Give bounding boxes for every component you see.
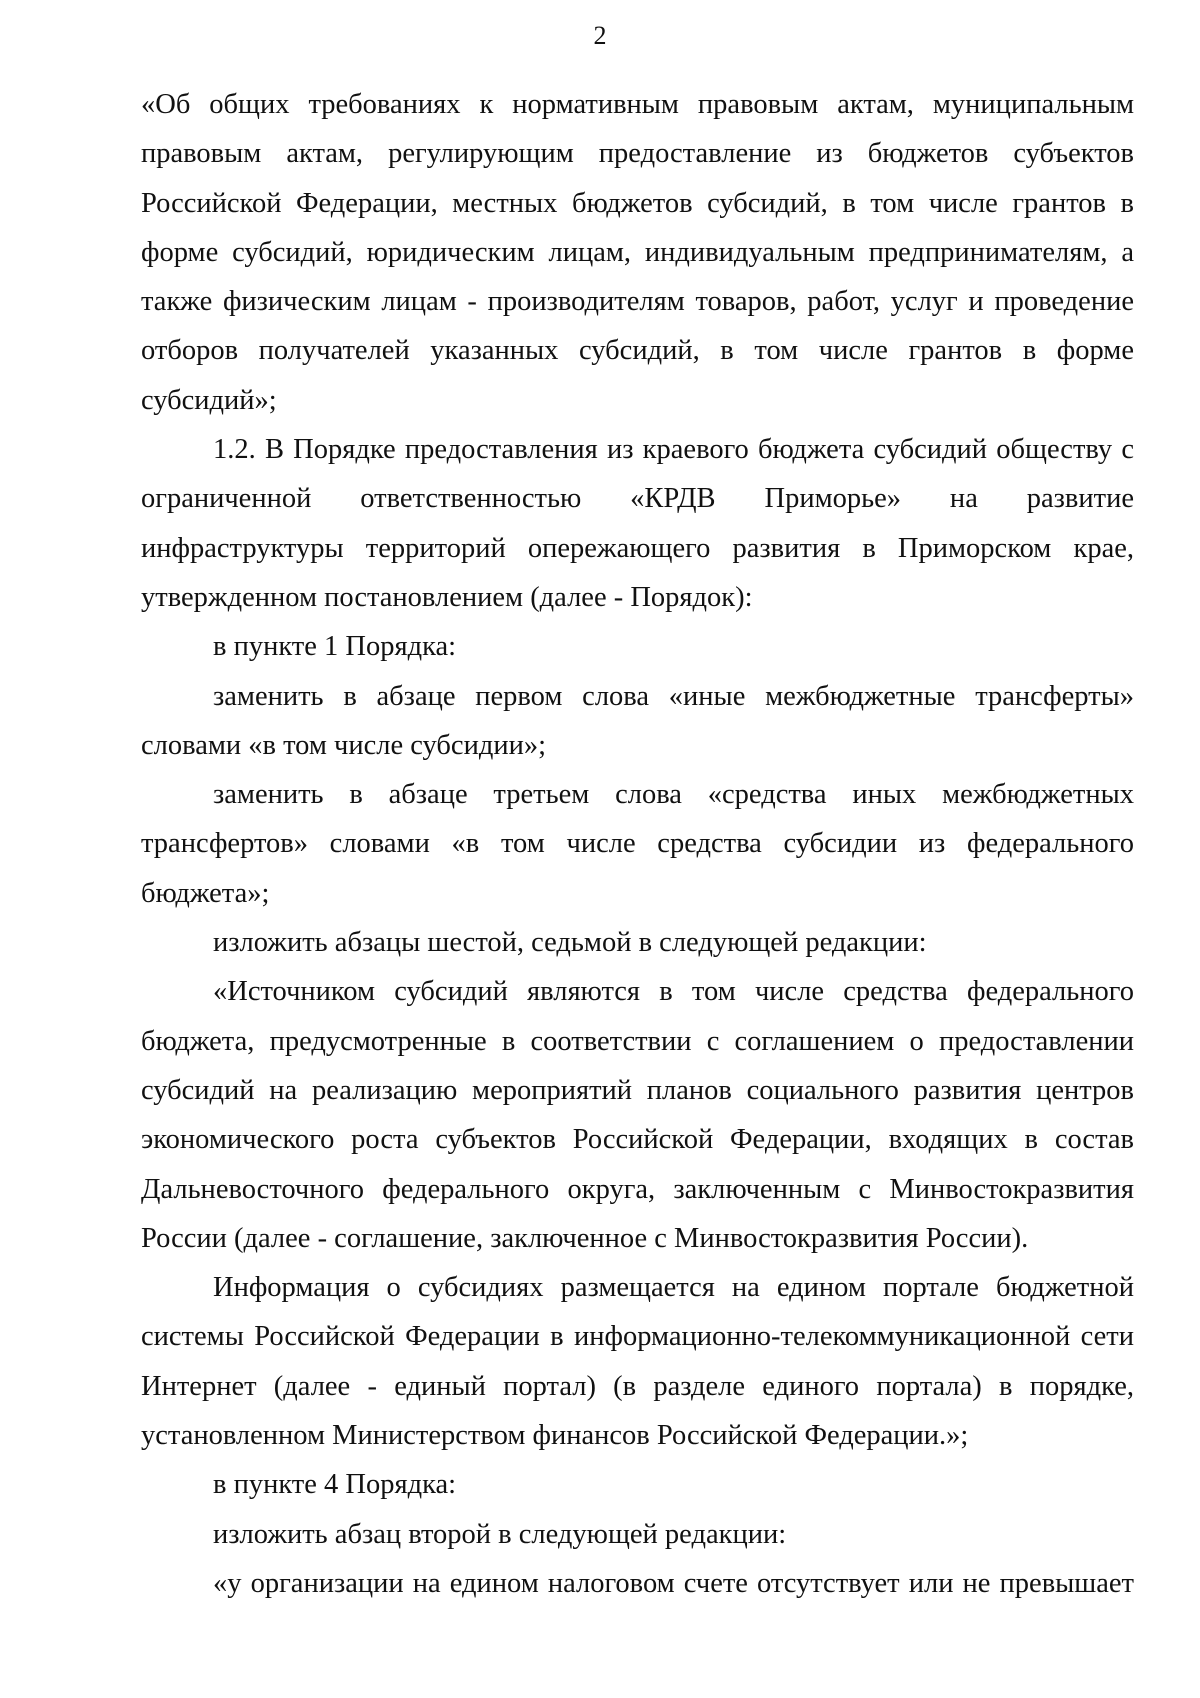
paragraph-subsidy-source: «Источником субсидий являются в том числе средства федерального бюджета, предусмотренные в соответствии с соглашением о предоставлении субсидий на реализацию мероприятий планов социального развития центров экономического роста субъектов Российской Федерации, входящих в состав Дальневосточного федерального округа, заключенным с Минвостокразвития России (далее - соглашение, заключенное с Минвостокразвития России). — [141, 976, 1134, 1254]
paragraph-point-4-heading: в пункте 4 Порядка: — [213, 1469, 457, 1501]
paragraph-tax-account-continued: «у организации на едином налоговом счете отсутствует или не превышает — [213, 1567, 1134, 1599]
paragraph-replace-third-para: заменить в абзаце третьем слова «средства иных межбюджетных трансфертов» словами «в том числе средства субсидии из федерального бюджета»; — [141, 779, 1134, 909]
document-body — [141, 80, 1134, 1608]
page-number: 2 — [593, 21, 607, 50]
paragraph-restate-second-para: изложить абзац второй в следующей редакции: — [213, 1518, 787, 1550]
paragraph-item-1-2: 1.2. В Порядке предоставления из краевого бюджета субсидий обществу с ограниченной ответственностью «КРДВ Приморье» на развитие инфраструктуры территорий опережающего развития в Приморском крае, утвержденном постановлением (далее - Порядок): — [141, 434, 1134, 613]
paragraph-replace-first-para: заменить в абзаце первом слова «иные межбюджетные трансферты» словами «в том числе субсидии»; — [141, 680, 1134, 761]
paragraph-requirements-continuation: «Об общих требованиях к нормативным правовым актам, муниципальным правовым актам, регулирующим предоставление из бюджетов субъектов Российской Федерации, местных бюджетов субсидий, в том числе грантов в форме субсидий, юридическим лицам, индивидуальным предпринимателям, а также физическим лицам - производителям товаров, работ, услуг и проведение отборов получателей указанных субсидий, в том числе грантов в форме субсидий»; — [141, 89, 1134, 416]
paragraph-restate-sixth-seventh: изложить абзацы шестой, седьмой в следующей редакции: — [213, 927, 927, 959]
paragraph-point-1-heading: в пункте 1 Порядка: — [213, 631, 457, 663]
paragraph-subsidy-info-portal: Информация о субсидиях размещается на едином портале бюджетной системы Российской Федерации в информационно-телекоммуникационной сети Интернет (далее - единый портал) (в разделе единого портала) в порядке, установленном Министерством финансов Российской Федерации.»; — [141, 1272, 1134, 1452]
